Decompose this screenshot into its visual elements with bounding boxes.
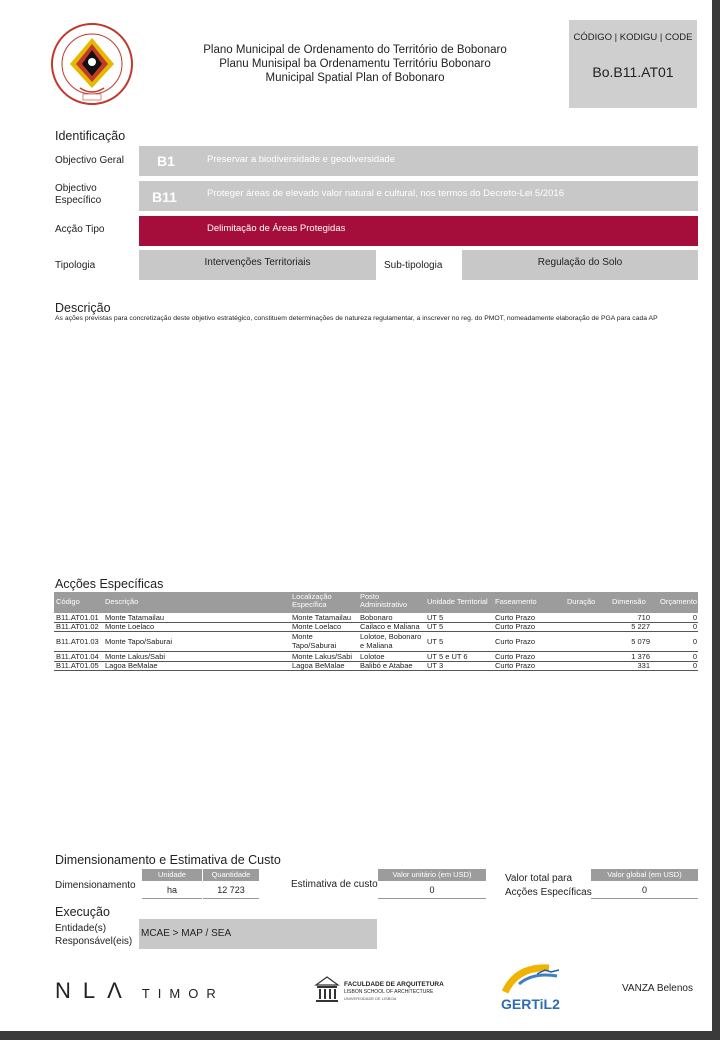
row-posto: Lolotoe, Bobonaro xyxy=(360,632,422,641)
row-localizacao: Monte xyxy=(292,632,313,641)
fa-line1: FACULDADE DE ARQUITETURA xyxy=(344,981,444,988)
row-descricao: Monte Tatamailau xyxy=(105,613,165,622)
table-row xyxy=(54,623,698,632)
objectivo-especifico-label-line1: Objectivo xyxy=(55,183,97,194)
valor-total-label xyxy=(505,872,592,900)
subtipologia-bar xyxy=(462,250,698,280)
unidade-header: Unidade xyxy=(142,869,202,881)
row-posto-line2: e Maliana xyxy=(360,641,393,650)
col-faseamento: Faseamento xyxy=(495,597,537,606)
table-row xyxy=(54,662,698,671)
row-dimensao: 331 xyxy=(637,661,650,670)
valor-unitario-header: Valor unitário (em USD) xyxy=(378,869,486,881)
row-descricao: Monte Tapo/Saburai xyxy=(105,637,172,646)
valor-total-label-line1: Valor total para xyxy=(505,873,573,884)
identificacao-title: Identificação xyxy=(55,129,126,143)
row-dimensao: 5 079 xyxy=(631,637,650,646)
row-localizacao: Lagoa BeMalae xyxy=(292,661,345,670)
quantidade-header: Quantidade xyxy=(203,869,259,881)
row-codigo: B11.AT01.02 xyxy=(56,622,99,631)
title-en: Municipal Spatial Plan of Bobonaro xyxy=(265,72,445,84)
objectivo-geral-label: Objectivo Geral xyxy=(55,155,124,166)
row-unidade: UT 5 xyxy=(427,637,444,646)
plan-titles xyxy=(160,43,550,85)
row-orcamento: 0 xyxy=(692,622,697,631)
valor-global-header: Valor global (em USD) xyxy=(591,869,698,881)
subtipologia-text: Regulação do Solo xyxy=(537,257,623,268)
tipologia-text: Intervenções Territoriais xyxy=(204,257,311,268)
entidade-label xyxy=(55,922,132,948)
row-localizacao-line2: Tapo/Saburai xyxy=(292,641,337,650)
objectivo-especifico-label-line2: Específico xyxy=(55,195,102,206)
row-dimensao: 5 227 xyxy=(631,622,650,631)
row-orcamento: 0 xyxy=(692,652,697,661)
code-value: Bo.B11.AT01 xyxy=(592,64,674,80)
row-codigo: B11.AT01.05 xyxy=(56,661,99,670)
objectivo-especifico-code: B11 xyxy=(152,189,177,205)
col-codigo: Código xyxy=(56,597,80,606)
fa-line2: LISBON SCHOOL OF ARCHITECTURE xyxy=(344,989,434,995)
accoes-title: Acções Específicas xyxy=(55,577,164,591)
fa-building-icon xyxy=(314,975,340,1003)
col-descricao: Descrição xyxy=(105,597,139,606)
custo-title: Dimensionamento e Estimativa de Custo xyxy=(55,853,281,867)
row-posto: Bobonaro xyxy=(360,613,393,622)
col-unidade: Unidade Territorial xyxy=(427,597,488,606)
col-posto-line2: Administrativo xyxy=(360,600,408,609)
col-duracao: Duração xyxy=(567,597,596,606)
row-unidade: UT 5 xyxy=(427,622,444,631)
objectivo-especifico-text: Proteger áreas de elevado valor natural e cultural, nos termos do Decreto-Lei 5/2016 xyxy=(207,188,564,199)
valor-global-value: 0 xyxy=(591,885,698,899)
row-posto: Cailaco e Maliana xyxy=(360,622,420,631)
subtipologia-label: Sub-tipologia xyxy=(384,260,443,271)
vanza-text: VANZA Belenos xyxy=(622,983,693,994)
col-localizacao-line2: Específica xyxy=(292,600,327,609)
gertil-arc-icon xyxy=(497,962,567,996)
row-orcamento: 0 xyxy=(692,637,697,646)
gertil-text: GERTiL2 xyxy=(501,996,560,1012)
row-posto: Balibó e Atabae xyxy=(360,661,413,670)
gertil-logo xyxy=(497,962,567,1016)
row-descricao: Monte Loelaco xyxy=(105,622,155,631)
estimativa-label: Estimativa de custo xyxy=(291,879,378,890)
accao-tipo-label: Acção Tipo xyxy=(55,224,105,235)
row-descricao: Monte Lakus/Sabi xyxy=(105,652,166,661)
table-row xyxy=(54,632,698,652)
title-tet: Planu Munisipal ba Ordenamentu Territóriu Bobonaro xyxy=(219,58,491,70)
row-localizacao: Monte Tatamailau xyxy=(292,613,352,622)
col-dimensao: Dimensão xyxy=(612,597,646,606)
row-codigo: B11.AT01.01 xyxy=(56,613,99,622)
descricao-title: Descrição xyxy=(55,301,111,315)
row-faseamento: Curto Prazo xyxy=(495,622,536,631)
rdtl-seal-logo xyxy=(50,22,134,106)
row-orcamento: 0 xyxy=(692,661,697,670)
row-posto: Lolotoe xyxy=(360,652,385,661)
row-unidade: UT 5 e UT 6 xyxy=(427,652,468,661)
row-unidade: UT 3 xyxy=(427,661,444,670)
col-posto-line1: Posto xyxy=(360,592,380,601)
entidade-label-line1: Entidade(s) xyxy=(55,923,107,934)
nla-text: NLΛ xyxy=(55,978,134,1003)
row-dimensao: 1 376 xyxy=(631,652,650,661)
row-codigo: B11.AT01.03 xyxy=(56,637,99,646)
row-faseamento: Curto Prazo xyxy=(495,613,536,622)
fa-lisboa-logo xyxy=(314,975,464,1005)
row-dimensao: 710 xyxy=(637,613,650,622)
entidade-value: MCAE > MAP / SEA xyxy=(141,928,232,939)
unidade-value: ha xyxy=(142,885,202,899)
col-localizacao-line1: Localização xyxy=(292,592,332,601)
accoes-table-header xyxy=(54,592,698,613)
title-pt: Plano Municipal de Ordenamento do Território de Bobonaro xyxy=(203,44,507,56)
row-faseamento: Curto Prazo xyxy=(495,652,536,661)
code-label: CÓDIGO | KODIGU | CODE xyxy=(573,32,693,43)
row-localizacao: Monte Lakus/Sabi xyxy=(292,652,353,661)
tipologia-label: Tipologia xyxy=(55,260,96,271)
row-faseamento: Curto Prazo xyxy=(495,661,536,670)
tipologia-bar xyxy=(139,250,376,280)
objectivo-geral-text: Preservar a biodiversidade e geodiversidade xyxy=(207,154,396,165)
entidade-label-line2: Responsável(eis) xyxy=(55,936,133,947)
timor-text: TIMOR xyxy=(141,986,224,1001)
accao-tipo-bar xyxy=(139,216,698,246)
code-box xyxy=(569,20,697,108)
objectivo-especifico-bar xyxy=(139,181,698,211)
entidade-bar xyxy=(139,919,377,949)
row-faseamento: Curto Prazo xyxy=(495,637,536,646)
row-orcamento: 0 xyxy=(692,613,697,622)
dimensionamento-label: Dimensionamento xyxy=(55,880,136,891)
accao-tipo-text: Delimitação de Áreas Protegidas xyxy=(207,223,346,234)
objectivo-geral-bar xyxy=(139,146,698,176)
col-localizacao xyxy=(292,593,332,609)
row-codigo: B11.AT01.04 xyxy=(56,652,99,661)
row-localizacao: Monte Loelaco xyxy=(292,622,342,631)
row-unidade: UT 5 xyxy=(427,613,444,622)
nla-timor-logo xyxy=(55,978,224,1004)
execucao-title: Execução xyxy=(55,905,110,919)
quantidade-value: 12 723 xyxy=(203,885,259,899)
col-orcamento: Orçamento xyxy=(660,597,698,606)
valor-total-label-line2: Acções Específicas xyxy=(505,887,592,898)
objectivo-especifico-label xyxy=(55,183,101,207)
fa-line3: UNIVERSIDADE DE LISBOA xyxy=(344,996,397,1001)
descricao-text: As ações previstas para concretização deste objetivo estratégico, constituem determinações de natureza regulamentar, a inscrever no reg. do PMOT, nomeadamente elaboração de PGA para cada AP xyxy=(55,315,658,322)
col-posto xyxy=(360,593,407,609)
objectivo-geral-code: B1 xyxy=(157,153,175,169)
row-descricao: Lagoa BeMalae xyxy=(105,661,158,670)
valor-unitario-value: 0 xyxy=(378,885,486,899)
